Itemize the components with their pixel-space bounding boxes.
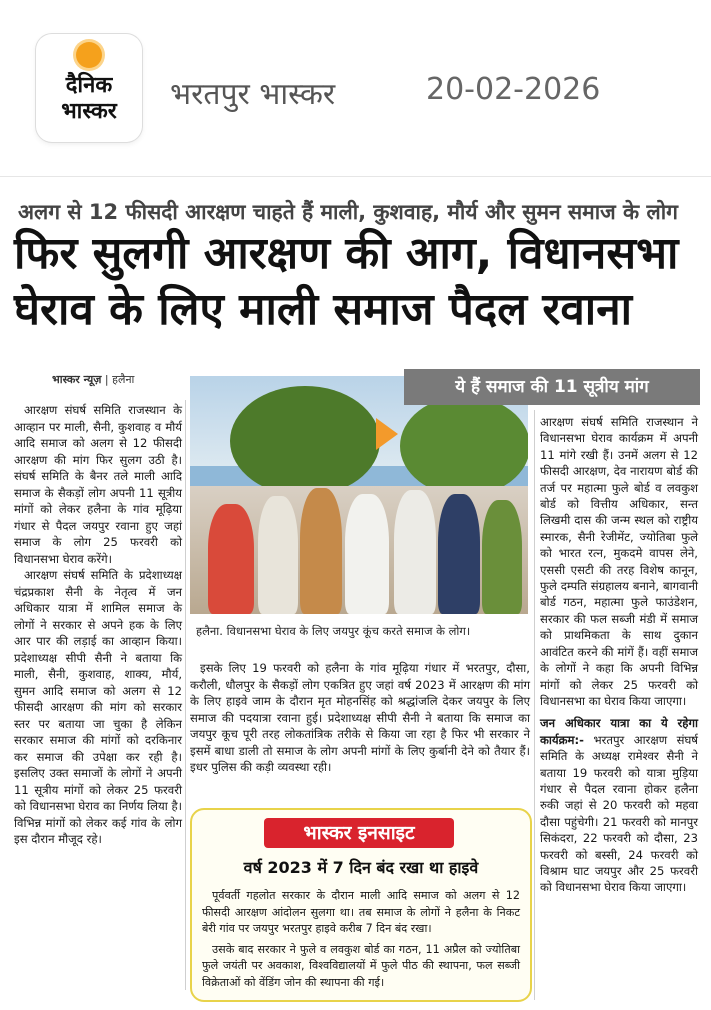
insight-badge: भास्कर इनसाइट [264,818,454,848]
yatra-paragraph [540,715,698,895]
demands-title-bar: ये हैं समाज की 11 सूत्रीय मांग [404,369,700,405]
insight-title: वर्ष 2023 में 7 दिन बंद रखा था हाइवे [243,858,479,877]
paragraph: आरक्षण संघर्ष समिति राजस्थान ने विधानसभा घेराव कार्यक्रम में अपनी 11 मांगे रखी हैं। उनमें अलग से 12 फीसदी आरक्षण, देव नारायण बोर्ड की तर्ज पर महात्मा फुले बोर्ड व लवकुश बोर्ड को वित्तीय अधिकार, सन्त लिखमी दास की जन्म स्थल को राष्ट्रीय स्मारक, सैनी रेजीमेंट, ज्योतिबा फुले को भारत रत्न, मुकदमे वापस लेने, एससी एसटी की तरह विशेष कानून, फुले दम्पति संग्रहालय बनाने, बागवानी बोर्ड गठन, महात्मा फुले फाउंडेशन, सरकार की फल सब्जी मंडी में समाज को प्राथमिकता के साथ दुकान आवंटित करने की मांगें हैं। वहीं समाज के लोगों ने कहा कि अपनी विभिन्न मांगों को लेकर 25 फरवरी को विधानसभा का घेराव किया जाएगा। [540,415,698,708]
byline-source: भास्कर न्यूज़ [52,373,102,386]
article-byline: भास्कर न्यूज़ | हलैना [52,373,135,386]
insight-body [202,888,520,995]
bhaskar-insight-box [190,808,532,1002]
column-divider [185,400,186,990]
article-column-1 [14,402,182,848]
logo-line-2: भास्कर [61,99,117,124]
logo-line-1: दैनिक [65,73,113,98]
photo-person [258,496,298,614]
paragraph: इसके लिए 19 फरवरी को हलैना के गांव मूढ़िया गंधार में भरतपुर, दौसा, करौली, धौलपुर के सैकड़ों लोग एकत्रित हुए जहां वर्ष 2023 में आरक्षण की मांग के लिए हाइवे जाम के दौरान मृत मोहनसिंह को श्रद्धांजलि देकर जयपुर के लिए समाज की पदयात्रा रवाना हुई। प्रदेशाध्यक्ष सीपी सैनी ने बताया कि समाज का जयपुर कूच पूरी तरह लोकतांत्रिक तरीके से किया जा रहा है फिर भी सरकार ने इसमें बाधा डाली तो समाज के लोग अपनी मांगों के लिए कुर्बानी देने को तैयार हैं। इधर पुलिस की कड़ी व्यवस्था रही। [190,661,530,774]
photo-person [482,500,522,614]
photo-person [345,494,389,614]
article-headline: फिर सुलगी आरक्षण की आग, विधानसभा घेराव के लिए माली समाज पैदल रवाना [14,228,679,335]
byline-place: हलैना [112,373,135,386]
paragraph: आरक्षण संघर्ष समिति राजस्थान के आव्हान पर माली, सैनी, कुशवाह व मौर्य आदि समाज को अलग से 12 फीसदी आरक्षण की मांग फिर सुलग उठी है। संघर्ष समिति के बैनर तले माली आदि समाज के सैकड़ों लोग अपनी 11 सूत्रीय मांगों को लेकर हलैना के गांव मूढ़िया गंधार से पैदल जयपुर रवाना हुए जहां समाज के लोग 25 फरवरी को विधानसभा घेराव करेंगे। [14,403,182,566]
yatra-heading: जन अधिकार यात्रा का ये रहेगा कार्यक्रम:- [540,716,698,747]
yatra-body: भरतपुर आरक्षण संघर्ष समिति के अध्यक्ष रामेश्वर सैनी ने बताया 19 फरवरी को यात्रा मुड़िया गंधार से पैदल रवाना होकर हलैना रुकी जहां से 20 फरवरी को महवा दौसा पहुंचेगी। 21 फरवरी को मानपुर सिकंदरा, 22 फरवरी को दौसा, 23 फरवरी को बस्सी, 24 फरवरी को विश्राम घाट जयपुर और 25 फरवरी को विधानसभा घेराव किया जाएगा। [540,732,698,895]
photo-person [438,494,480,614]
article-column-3 [540,414,698,902]
header-divider [0,176,711,177]
edition-name: भरतपुर भास्कर [170,77,336,112]
photo-tree [230,386,380,496]
photo-person [394,490,436,614]
article-column-2 [190,660,530,776]
column-divider [534,410,535,1000]
paragraph: पूर्ववर्ती गहलोत सरकार के दौरान माली आदि समाज को अलग से 12 फीसदी आरक्षण आंदोलन सुलगा था। तब समाज के लोगों ने हलैना के निकट बेरी गांव पर जयपुर भरतपुर हाइवे करीब 7 दिन बंद रखा। [202,889,520,935]
page-header [0,0,711,140]
sun-icon [76,42,102,68]
paragraph: आरक्षण संघर्ष समिति के प्रदेशाध्यक्ष चंद्रप्रकाश सैनी के नेतृत्व में जन अधिकार यात्रा में शामिल समाज के लोगों ने सरकार से अपने हक के लिए आर पार की लड़ाई का आव्हान किया। प्रदेशाध्यक्ष सीपी सैनी ने बताया कि माली, सैनी, कुशवाह, शाक्य, मौर्य, सुमन आदि समाज को अलग से 12 फीसदी आरक्षण की मांग को सरकार स्तर पर बताया जा चुका है लेकिन सरकार समाज की मांगों को दरकिनार कर समाज की उपेक्षा कर रही है। इसलिए उक्त समाजों के लोगों ने अपनी 11 सूत्रीय मांगों को लेकर 25 फरवरी को विधानसभा घेराव का निर्णय लिया है। विभिन्न मांगों को लेकर कई गांव के लोग इस दौरान मौजूद रहे। [14,568,182,846]
edition-date: 20-02-2026 [426,72,601,107]
photo-caption: हलैना. विधानसभा घेराव के लिए जयपुर कूंच करते समाज के लोग। [196,624,471,638]
paragraph: उसके बाद सरकार ने फुले व लवकुश बोर्ड का गठन, 11 अप्रैल को ज्योतिबा फुले जयंती पर अवकाश, विश्वविद्यालयों में फुले पीठ की स्थापना, फल सब्जी विक्रेताओं को वेंडिंग जोन की स्थापना की गई। [202,942,520,989]
photo-person [208,504,254,614]
photo-person [300,488,342,614]
article-kicker: अलग से 12 फीसदी आरक्षण चाहते हैं माली, कुशवाह, मौर्य और सुमन समाज के लोग [18,200,678,224]
article-photo [190,376,528,614]
photo-tree [400,396,528,496]
photo-flag [376,418,398,450]
dainik-bhaskar-logo[interactable] [36,34,142,142]
